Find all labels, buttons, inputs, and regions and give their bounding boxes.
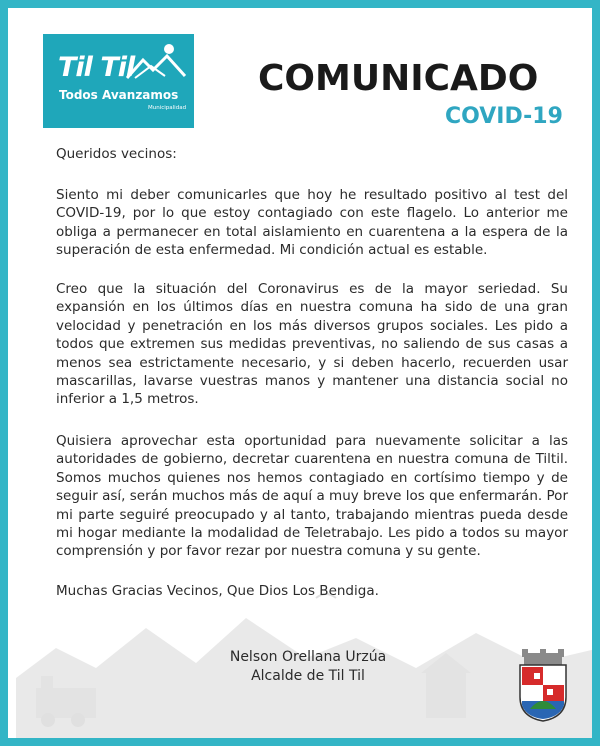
- signature-block: [188, 648, 428, 686]
- signature-name: Nelson Orellana Urzúa: [229, 649, 387, 665]
- logo-municipality: Municipalidad: [148, 105, 187, 111]
- municipality-logo: [43, 34, 194, 128]
- letter-paragraph-2: Creo que la situación del Coronavirus es de la mayor seriedad. Su expansión en los últimos días en nuestra comuna ha sido de una gran velocidad y penetración en los más diversos grupos sociales. Les pido a todos que extremen sus medidas preventivas, no saliendo de sus casas a menos sea estrictamente necesario, y si deben hacerlo, recuerden usar mascarillas, lavarse vuestras manos y mantener una distancia social no inferior a 1,5 metros.: [56, 281, 568, 408]
- page-title: COMUNICADO: [258, 58, 539, 99]
- letter-greeting: Queridos vecinos:: [56, 146, 177, 162]
- letter-paragraph-3: Quisiera aprovechar esta oportunidad para nuevamente solicitar a las autoridades de gobierno, decretar cuarentena en nuestra comuna de Tiltil. Somos muchos quienes nos hemos contagiado en cortísimo tiempo y de seguir así, serán muchos más de aquí a muy breve los que enfermarán. Por mi parte seguiré preocupado y al tanto, trabajando mientras pueda desde mi hogar mediante la modalidad de Teletrabajo. Les pido a todos su mayor comprensión y por favor rezar por nuestra comuna y su gente.: [56, 433, 568, 560]
- municipal-crest-icon: [516, 649, 570, 723]
- letter-paragraph-1: Siento mi deber comunicarles que hoy he resultado positivo al test del COVID-19, por lo que estoy contagiado con este flagelo. Lo anterior me obliga a permanecer en total aislamiento en cuarentena a la espera de la superación de esta enfermedad. Mi condición actual es estable.: [56, 187, 568, 259]
- logo-title: Til Til: [58, 52, 135, 83]
- mountains-icon: [125, 40, 187, 80]
- signature-role: Alcalde de Til Til: [251, 668, 365, 684]
- page-subtitle: COVID-19: [445, 104, 563, 129]
- letter-closing: Muchas Gracias Vecinos, Que Dios Los Bendiga.: [56, 583, 379, 599]
- logo-subtitle: Todos Avanzamos: [59, 88, 179, 102]
